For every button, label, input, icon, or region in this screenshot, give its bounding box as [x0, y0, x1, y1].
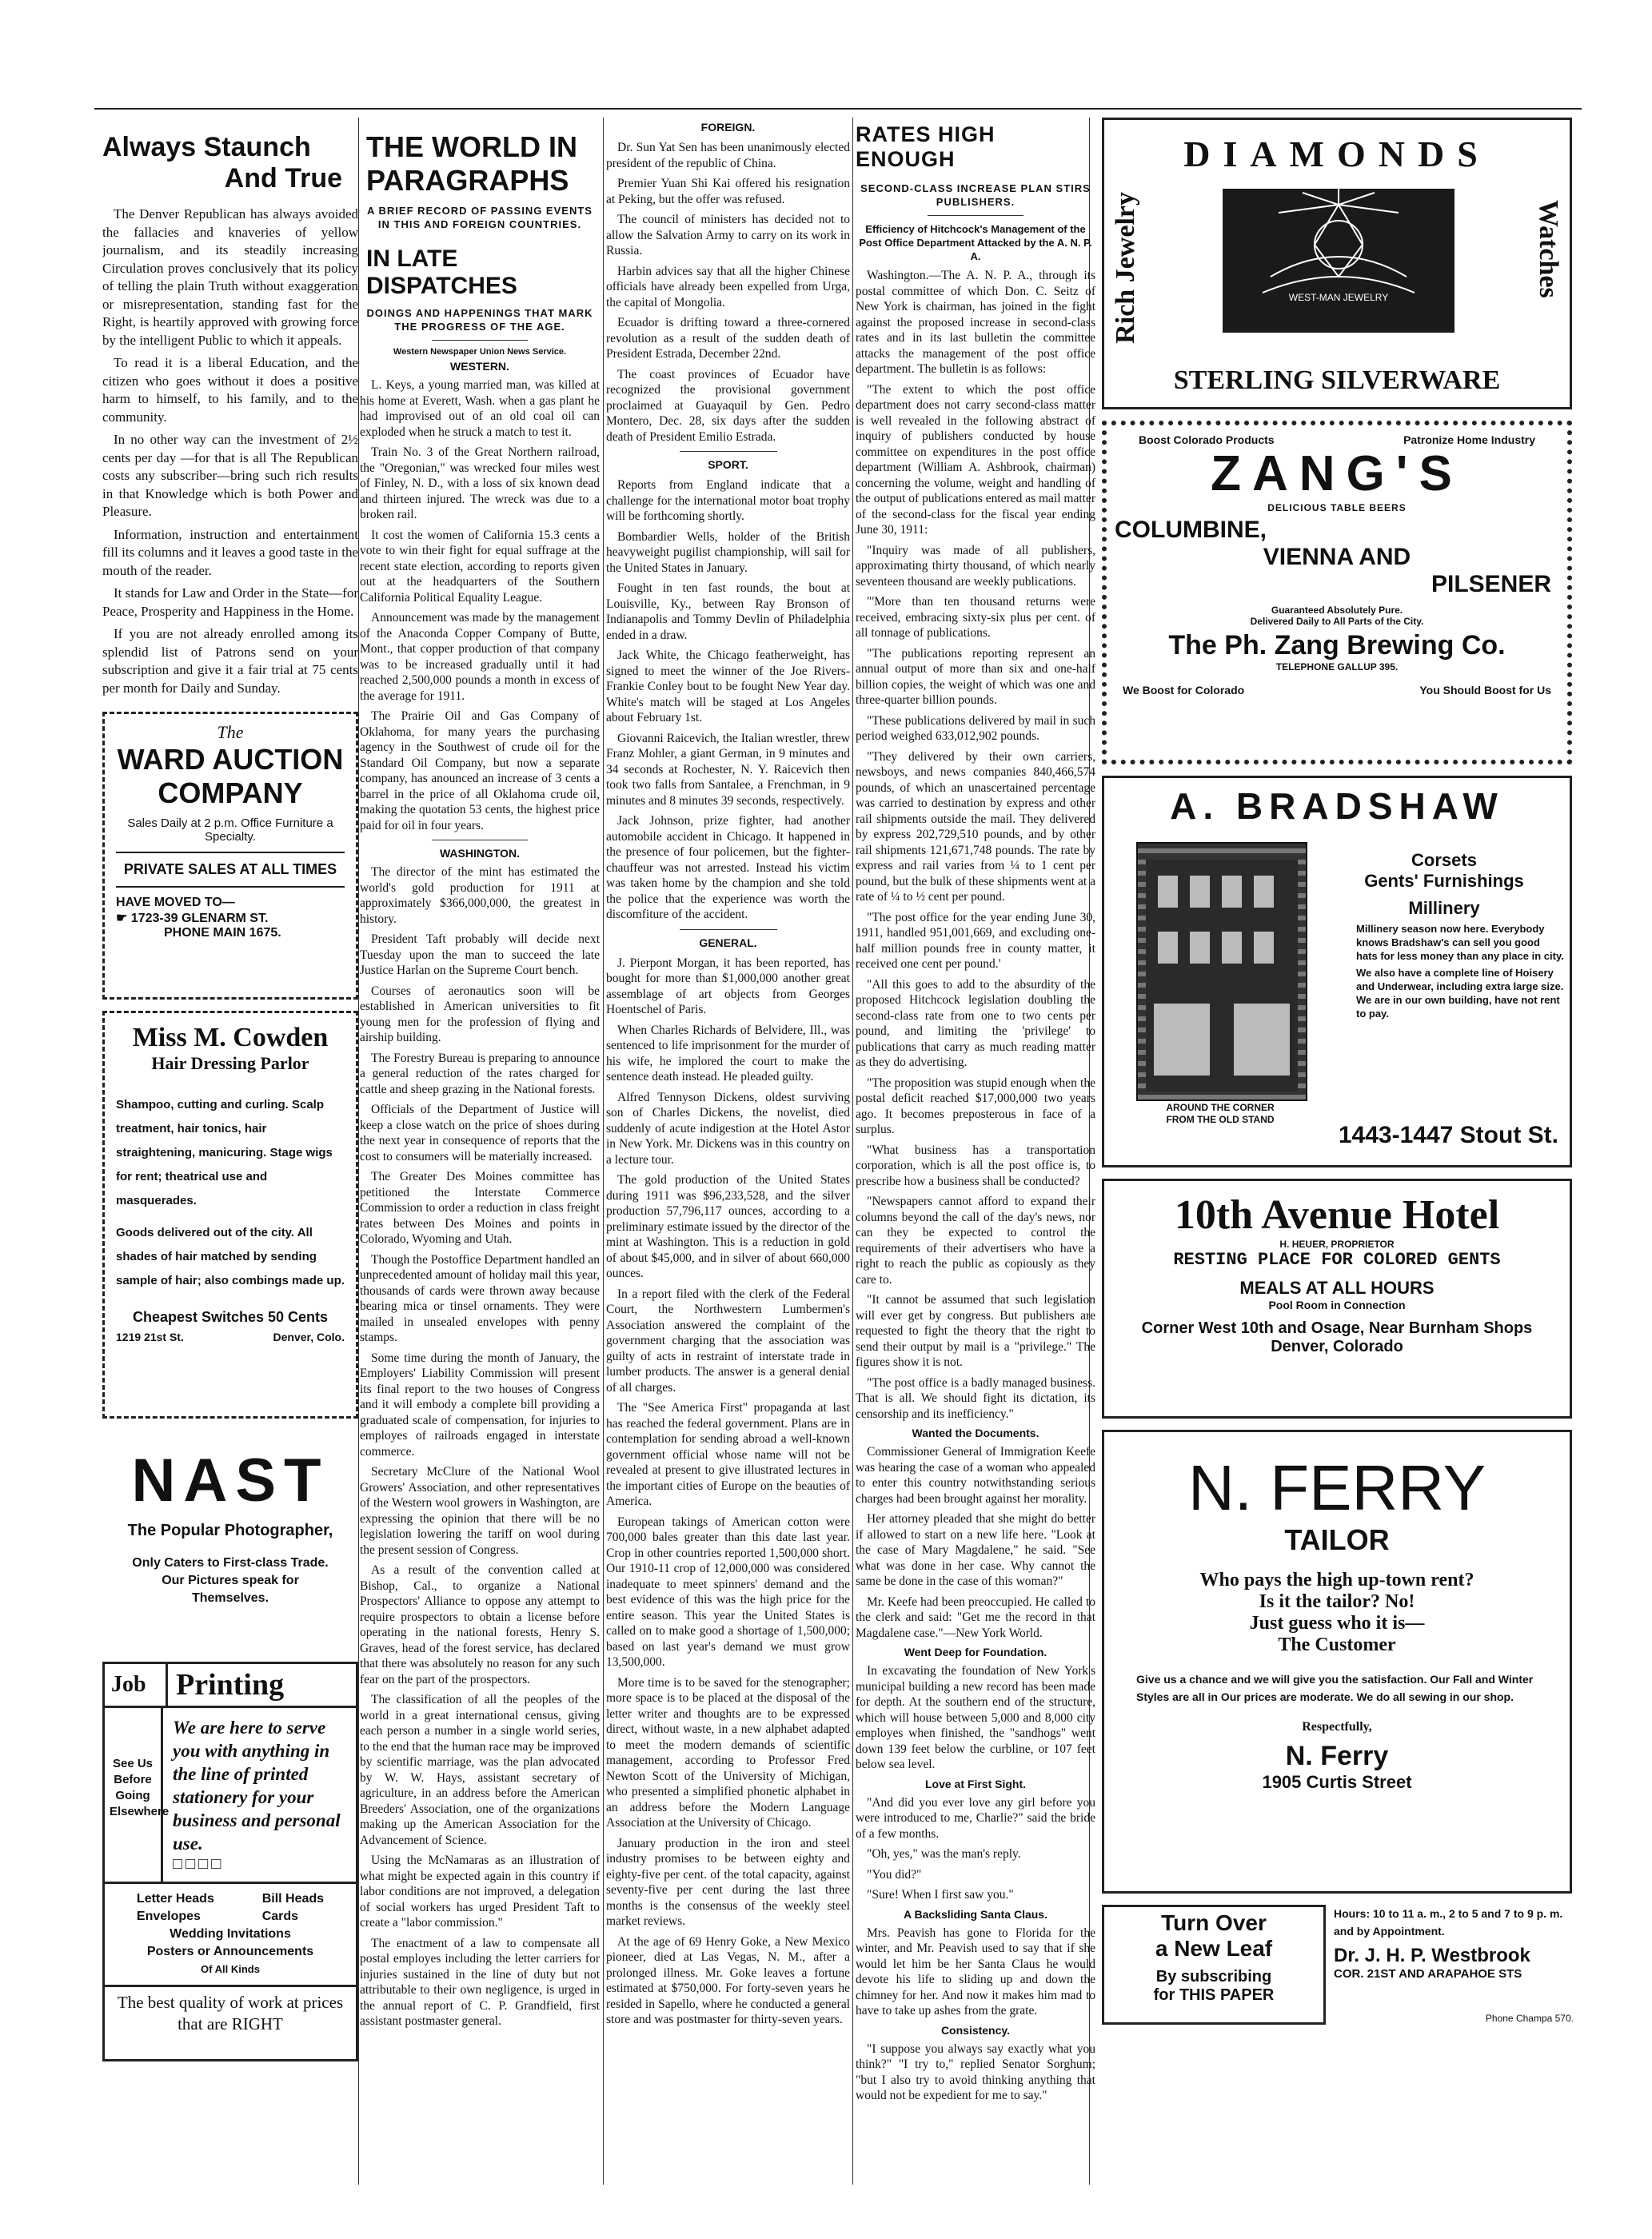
job-label: Job	[105, 1664, 168, 1706]
foreign-news-item: The council of ministers has decided not to allow the Salvation Army to carry on its work in Russia.	[606, 213, 850, 257]
general-news-item: The gold production of the United States during 1911 was $96,233,528, and the silver production 57,796,117 ounces, according to a preliminary estimate issued by the director of the mint at Washington. This is a reduction in gold of about $45,000, and in silver of about 660,000 ounces.	[606, 1173, 850, 1280]
newspaper-page	[94, 108, 1582, 2197]
diamonds-emblem-text: WEST-MAN JEWELRY	[1288, 292, 1389, 303]
cowden-name: Miss M. Cowden	[132, 1023, 329, 1052]
zang-guar-1: Guaranteed Absolutely Pure.	[1271, 605, 1403, 616]
westbrook-ad	[1334, 1905, 1574, 2024]
foreign-news-item: Premier Yuan Shi Kai offered his resignation at Peking, but the offer was refused.	[606, 177, 850, 206]
diamonds-emblem	[1223, 189, 1454, 333]
sport-news-item: Reports from England indicate that a challenge for the international motor boat trophy will be forthcoming shortly.	[606, 478, 850, 523]
hotel-city: Denver, Colorado	[1271, 1338, 1403, 1355]
western-news-item: The Prairie Oil and Gas Company of Oklahoma, for many years the purchasing agency in the Southwest of crude oil for the Standard Oil Company, but now a separate company, has anounced an increase of 3 cents a barrel in the price of all Oklahoma crude oil, making the quotation 53 cents, the highest price paid for oil in four years.	[360, 709, 600, 832]
column-4	[856, 118, 1095, 2189]
printing-all-kinds: Of All Kinds	[201, 1963, 260, 1975]
column-1	[102, 118, 358, 2189]
zang-name: ZANG'S	[1211, 446, 1463, 501]
diamonds-title: DIAMONDS	[1183, 134, 1490, 174]
zang-phone: TELEPHONE GALLUP 395.	[1275, 661, 1399, 672]
bradshaw-corsets: Corsets	[1411, 850, 1477, 870]
washington-news-item: As a result of the convention called at Bishop, Cal., to organize a National Prospectors' Alliance to oppose any attempt to require prospectors to obtain a license before operating in the national forests, Henry S. Graves, head of the forest service, has declared that there was absolutely no reason for any such fear on the part of the prospectors.	[360, 1563, 600, 1686]
consistency-paragraph: "I suppose you always say exactly what you think?" "I try to," replied Senator Sorghum; "but I also try to avoid thinking anything that would not be expedient for me to say."	[856, 2041, 1095, 2102]
rates-paragraph: "Inquiry was made of all publishers, approximating thirty thousand, of which nearly seventeen thousand are weekly publications.	[856, 543, 1095, 589]
wanted-paragraph: Commissioner General of Immigration Keefe was hearing the case of a woman who appealed to enter this country notwithstanding serious charges had been brought against her morality.	[856, 1445, 1095, 1506]
republican-paragraph: The Denver Republican has always avoided the fallacies and knaveries of yellow journalism, and its steadily increasing Circulation proves conclusively that its policy of telling the plain Truth without exaggeration or misrepresentation, standing fast for the Right, is heartily approved with growing force by the intelligent Public to which it appeals.	[102, 206, 358, 348]
rates-subtitle-2: Efficiency of Hitchcock's Management of the Post Office Department Attacked by the A. N. P. A.	[859, 223, 1092, 262]
sport-news-item: Fought in ten fast rounds, the bout at Louisville, Ky., between Ray Bronson of Indianapolis and Tommy Devlin of Philadelphia ended in a draw.	[606, 581, 850, 642]
santa-paragraph: Mrs. Peavish has gone to Florida for the winter, and Mr. Peavish used to say that if she would let him be her Santa Claus he would devote his life to sliding up and down the chimney for her. And now it makes him mad to have to take up ashes from the grate.	[856, 1926, 1095, 2017]
cowden-address-row	[116, 1331, 345, 1343]
printing-posters: Posters or Announcements	[146, 1945, 314, 1958]
late-dispatches-title: IN LATE DISPATCHES	[366, 245, 517, 299]
republican-paragraph: Information, instruction and entertainment fill its columns and it leaves a good taste in the mouth of the reader.	[102, 526, 358, 578]
turnover-ad	[1102, 1905, 1326, 2025]
general-news-item: Alfred Tennyson Dickens, oldest surviving son of Charles Dickens, the novelist, died suddenly of acute indigestion at the Hotel Astor in New York. Mr. Dickens was in this country on a lecture tour.	[606, 1090, 850, 1167]
printing-pitch-box	[161, 1708, 356, 1882]
ward-address	[116, 910, 345, 926]
sport-news-item: Giovanni Raicevich, the Italian wrestler, threw Franz Mohler, a giant German, in 9 minutes and 34 seconds at Rochester, N. Y. Raicevich then took two falls from Santalee, a Frenchman, in 9 minutes and 8 minutes 39 seconds, respectively.	[606, 731, 850, 808]
foreign-news-item: Ecuador is drifting toward a three-cornered revolution as a result of the sudden death of President Estrada, December 22nd.	[606, 316, 850, 361]
rates-paragraph: "The extent to which the post office department does not carry second-class matter is well revealed in the following abstract of inquiry of publishers conducted by house committee on expenditures in the post office department (William A. Ashbrook, chairman) concerning the volume, weight and handling of the output of publications entered as mail matter of the second-class for the fiscal year ending June 30, 1911:	[856, 382, 1095, 537]
store-building-icon	[1138, 844, 1306, 1100]
cowden-services: Shampoo, cutting and curling. Scalp treatment, hair tonics, hair straightening, manicuring. Stage wigs for rent; theatrical use and masquerades.	[116, 1098, 333, 1207]
washington-news-item: The Forestry Bureau is preparing to announce a general reduction of the rates charged for cattle and sheep grazing in the National forests.	[360, 1051, 600, 1096]
zang-bottom-left: We Boost for Colorado	[1123, 684, 1245, 696]
bradshaw-text: Millinery season now here. Everybody knows Bradshaw's can sell you good hats for less money than any place in city.	[1356, 923, 1564, 962]
bottom-ads	[1102, 1905, 1572, 2033]
ferry-address: 1905 Curtis Street	[1262, 1772, 1412, 1792]
general-news-item: The "See America First" propaganda at last has reached the federal government. Plans are in contemplation for sending abroad a well-known government official whose name will not be revealed at present to give illustrated lectures in the important cities of Europe on the beauties of America.	[606, 1401, 850, 1508]
rates-title: RATES HIGH ENOUGH	[856, 122, 996, 171]
foreign-news-item: Harbin advices say that all the higher Chinese officials have already been expelled from Urga, the capital of Mongolia.	[606, 264, 850, 309]
love-paragraph: "Oh, yes," was the man's reply.	[867, 1847, 1021, 1861]
republican-paragraph: To read it is a liberal Education, and the citizen who goes without it does a positive harm to himself, to his family, and to the community.	[102, 355, 358, 425]
hotel-corner: Corner West 10th and Osage, Near Burnham Shops	[1141, 1319, 1533, 1337]
hotel-proprietor: H. HEUER, PROPRIETOR	[1279, 1239, 1395, 1250]
republican-article	[102, 132, 358, 697]
rates-paragraph: "These publications delivered by mail in such period weighed 633,012,902 pounds.	[856, 713, 1095, 743]
zang-company: The Ph. Zang Brewing Co.	[1168, 630, 1506, 661]
foreign-news-item: The coast provinces of Ecuador have recognized the provisional government proclaimed at Guayaquil by Gen. Pedro Montero, Dec. 28, six days after the sudden death of President Emilio Estrada.	[606, 367, 850, 444]
santa-heading: A Backsliding Santa Claus.	[904, 1907, 1047, 1921]
turnover-l1: Turn Over	[1161, 1910, 1267, 1935]
bradshaw-store-image	[1136, 842, 1307, 1101]
hotel-ad	[1102, 1179, 1572, 1419]
zang-guar-2: Delivered Daily to All Parts of the City.	[1250, 616, 1424, 627]
foreign-heading: FOREIGN.	[700, 121, 756, 134]
zang-top-left: Boost Colorado Products	[1139, 433, 1275, 446]
zang-line3: PILSENER	[1431, 571, 1551, 597]
bradshaw-caption	[1128, 1102, 1312, 1126]
late-dispatches-subtitle: DOINGS AND HAPPENINGS THAT MARK THE PROGRESS OF THE AGE.	[366, 307, 593, 333]
wanted-paragraph: Mr. Keefe had been preoccupied. He called to the clerk and said: "Get me the record in that Magdalene case."—New York World.	[856, 1594, 1095, 1640]
westbrook-address: COR. 21ST AND ARAPAHOE STS	[1334, 1967, 1522, 1981]
bradshaw-gents: Gents' Furnishings	[1364, 871, 1524, 891]
diamonds-ad	[1102, 118, 1572, 409]
general-news-item: More time is to be saved for the stenographer; more space is to be placed at the disposal of the letter writer and thoughts are to be expressed direct, without waste, in a new alphabet adapted to meet the modern demands of scientific management, according to Professor Fred Newton Scott of the University of Michigan, who presented a simplified phonetic alphabet in an address before the Modern Language Association at the University of Chicago.	[606, 1675, 850, 1830]
zang-bottom-right: You Should Boost for Us	[1419, 684, 1551, 696]
world-subtitle: A BRIEF RECORD OF PASSING EVENTS IN THIS AND FOREIGN COUNTRIES.	[367, 205, 593, 230]
wanted-paragraph: Her attorney pleaded that she might do better if allowed to start on a new life here. "Look at the case of Mary Magdalene," he said. "See what was done in her case. Why cannot the same be done in the case of this woman?"	[856, 1512, 1095, 1588]
rates-paragraph: "The publications reporting represent an annual output of more than six and one-half billion copies, the weight of which was one and three-quarter billion pounds.	[856, 646, 1095, 707]
love-paragraph: "Sure! When I first saw you."	[867, 1888, 1014, 1902]
general-news-item: January production in the iron and steel industry promises to be between eighty and eighty-five per cent. of the total capacity, against seventy-five per cent during the last three months is the consensus of the weekly steel market reviews.	[606, 1836, 850, 1928]
turnover-l4: for THIS PAPER	[1153, 1986, 1275, 2004]
nast-title: The Popular Photographer,	[127, 1522, 333, 1539]
printing-item: Envelopes	[136, 1910, 201, 1923]
rates-paragraph: Washington.—The A. N. P. A., through its postal committee of which Don. C. Seitz of New York is chairman, has joined in the fight against the proposed increase in second-class rates and in its last bulletin the committee attacks the management of the post office department. The bulletin is as follows:	[856, 269, 1095, 376]
western-news-item: L. Keys, a young married man, was killed at his home at Everett, Wash. when a gas plant he had improvised out of an old coal oil can exploded when he struck a match to test it.	[360, 378, 600, 439]
washington-news-item: The classification of all the peoples of the world in a great international census, giving each person a number in a single world series, to the end that the human race may be improved by scientific marriage, was the plan advocated by W. W. Hays, assistant secretary of agriculture, in an address before the American Breeders' Association, one of the organizations making up the American Association for the Advancement of Science.	[360, 1693, 600, 1847]
cowden-city: Denver, Colo.	[273, 1331, 345, 1343]
cowden-address: 1219 21st St.	[116, 1331, 184, 1343]
ferry-q2: Is it the tailor? No!	[1259, 1591, 1415, 1612]
ward-name-2: COMPANY	[158, 776, 303, 809]
sport-news-item: Jack White, the Chicago featherweight, has signed to meet the winner of the Joe Rivers-Frankie Conley bout to be fought New Year day. White's match will be staged at Los Angeles about February 1st.	[606, 649, 850, 724]
bradshaw-ad	[1102, 776, 1572, 1167]
rates-paragraph: "The proposition was stupid enough when the postal deficit reached $17,000,000 two years ago. It becomes preposterous in face of a surplus.	[856, 1076, 1095, 1136]
foreign-news-item: Dr. Sun Yat Sen has been unanimously elected president of the republic of China.	[606, 141, 850, 170]
wanted-heading: Wanted the Documents.	[912, 1427, 1039, 1439]
hotel-meals: MEALS AT ALL HOURS	[1239, 1278, 1435, 1298]
cowden-goods: Goods delivered out of the city. All shades of hair matched by sending sample of hair; also combings made up.	[116, 1226, 345, 1287]
western-heading: WESTERN.	[450, 360, 509, 373]
rates-paragraph: "What business has a transportation corporation, which is all the post office is, to prescribe how a business shall be conducted?	[856, 1143, 1095, 1188]
westbrook-name: Dr. J. H. P. Westbrook	[1334, 1945, 1530, 1966]
zang-top-right: Patronize Home Industry	[1403, 433, 1535, 446]
general-news-item: At the age of 69 Henry Goke, a New Mexico pioneer, died at Las Vegas, N. M., after a prolonged illness. Mr. Goke leaves a fortune estimated at $750,000. For forty-seven years he resided in Sapello, where he conducted a general store and was postmaster for thirty-seven years.	[606, 1934, 850, 2026]
westbrook-hours: Hours: 10 to 11 a. m., 2 to 5 and 7 to 9 p. m. and by Appointment.	[1334, 1907, 1563, 1938]
republican-paragraph: If you are not already enrolled among its splendid list of Patrons send on your subscription and give it a fair trial at 75 cents per month for Daily and Sunday.	[102, 626, 358, 696]
bradshaw-millinery: Millinery	[1408, 898, 1480, 918]
westbrook-phone: Phone Champa 570.	[1485, 2013, 1574, 2024]
washington-news-item: President Taft probably will decide next Tuesday upon the man to succeed the late Justice Harlan on the Supreme Court bench.	[360, 932, 600, 977]
ward-auction-ad	[102, 712, 358, 1000]
always-staunch-title: Always Staunch	[102, 132, 311, 162]
rates-paragraph: "The post office for the year ending June 30, 1911, handled 951,001,669, and excluding one-half million pounds free in county matter, it received one cent per pound.'	[856, 910, 1095, 971]
bradshaw-caption-1: AROUND THE CORNER	[1166, 1102, 1275, 1113]
general-news-item: European takings of American cotton were 700,000 bales greater than this date last year. Crop in other countries reported 1,500,000 short. Our 1910-11 crop of 12,000,000 was considered inadequate to meet spinners' demand and the best evidence of this was the high price for the entire season. This year the United States is called on to make good a shortage of 1,500,000; based on last year's demand we must grow 13,500,000.	[606, 1515, 850, 1669]
ward-private: PRIVATE SALES AT ALL TIMES	[123, 861, 337, 877]
ferry-q3: Just guess who it is—	[1249, 1613, 1425, 1634]
diamond-ring-emblem-icon	[1223, 189, 1454, 333]
nast-ad	[102, 1430, 358, 1662]
consistency-heading: Consistency.	[940, 2023, 1011, 2037]
washington-news-item: The director of the mint has estimated the world's gold production for 1911 at approximately $366,000,000, the greatest in history.	[360, 865, 600, 926]
see-us: See Us Before Going Elsewhere	[110, 1757, 170, 1818]
zang-line1: COLUMBINE,	[1115, 517, 1267, 543]
rates-paragraph: "Newspapers cannot afford to expand their columns beyond the call of the day's news, nor can they be expected to control the requirements of their advertisers who have a right to reach the public as copiously as they care to.	[856, 1195, 1095, 1287]
rates-paragraph: "The post office is a badly managed business. That is all. We should fight its dictation, its censorship and its inefficiency."	[856, 1375, 1095, 1421]
turnover-l3: By subscribing	[1155, 1968, 1272, 1986]
watches: Watches	[1534, 200, 1563, 298]
general-heading: GENERAL.	[699, 936, 757, 949]
pointing-hand-icon: ☛	[116, 912, 131, 925]
ward-sales: Sales Daily at 2 p.m. Office Furniture a Specialty.	[127, 816, 333, 844]
printing-squares: □□□□	[173, 1855, 225, 1873]
washington-heading: WASHINGTON.	[439, 847, 521, 860]
washington-news-item: Officials of the Department of Justice will keep a close watch on the price of shoes during the next year in consequence of reports that the cost to consumers will be materially increased.	[360, 1103, 600, 1163]
bradshaw-right	[1324, 850, 1564, 1024]
column-5-ads	[1092, 118, 1582, 2189]
republican-paragraph: In no other way can the investment of 2½ cents per day —for that is all The Republican costs any subscriber—bring such rich results in that Knowledge which is both Power and Pleasure.	[102, 432, 358, 519]
zang-line2: VIENNA AND	[1263, 544, 1411, 570]
printing-item: Letter Heads	[136, 1892, 214, 1906]
washington-news-item: Using the McNamaras as an illustration of what might be expected again in this country if labor conditions are not improved, a delegation of social workers has urged President Taft to create a "labor commission."	[360, 1854, 600, 1930]
general-news-item: J. Pierpont Morgan, it has been reported, has bought for more than $1,000,000 another great assemblage of art objects from Georges Hoentschel of Paris.	[606, 956, 850, 1016]
hotel-resting: RESTING PLACE FOR COLORED GENTS	[1173, 1250, 1501, 1270]
western-news-item: Announcement was made by the management of the Anaconda Copper Company of Butte, Mont., that copper production of that company was to be increased gradually until it had reached 2,500,000 pounds a month in excess of the average for 1911.	[360, 611, 600, 703]
printing-footer: The best quality of work at prices that are RIGHT	[105, 1985, 356, 2040]
ferry-body: Give us a chance and we will give you the satisfaction. Our Fall and Winter Styles are all in Our prices are moderate. We do all sewing in our shop.	[1136, 1673, 1534, 1703]
ferry-sign: N. Ferry	[1285, 1741, 1389, 1771]
love-paragraph: "And did you ever love any girl before you were introduced to me, Charlie?" said the bride of a few months.	[856, 1795, 1095, 1841]
washington-news-item: Though the Postoffice Department handled an unprecedented amount of holiday mail this year, thousands of cards were thrown away because bearing mica or tinsel ornaments. They were mailed in unsealed envelopes with penny stamps.	[360, 1252, 600, 1344]
job-printing-ad	[102, 1662, 358, 2061]
zang-sub: DELICIOUS TABLE BEERS	[1267, 502, 1407, 513]
ward-name-1: WARD AUCTION	[117, 743, 344, 776]
general-news-item: In a report filed with the clerk of the Federal Court, the Northwestern Lumbermen's Association answered the complaint of the government charging that the association was guilty of acts in restraint of interstate trade in lumber products. The answer is a general denial of all charges.	[606, 1287, 850, 1395]
bradshaw-caption-2: FROM THE OLD STAND	[1166, 1114, 1275, 1125]
sport-news-item: Jack Johnson, prize fighter, had another automobile accident in Chicago. It happened in the presence of four policemen, but the fighter-chauffeur was not arrested. Instead his victim was taken home by the champion and she told the police that the experience was worth the discomfiture of the accident.	[606, 814, 850, 921]
rates-paragraph: "'More than ten thousand returns were received, embracing sixty-six plus per cent. of all tonnage of publications.	[856, 595, 1095, 640]
washington-news-item: The enactment of a law to compensate all postal employes including the letter carriers for injuries sustained in the line of duty but not attributable to their own negligence, is urged in the annual report of C. P. Grandfield, first assistant postmaster general.	[360, 1936, 600, 2028]
ferry-name: N. FERRY	[1188, 1452, 1486, 1523]
bradshaw-name: A. BRADSHAW	[1170, 785, 1504, 827]
ward-address-text: 1723-39 GLENARM ST.	[130, 912, 269, 925]
world-in-paragraphs-title: THE WORLD IN PARAGRAPHS	[366, 130, 577, 197]
column-2	[360, 118, 600, 2189]
printing-wedding: Wedding Invitations	[170, 1927, 291, 1941]
printing-item: Cards	[261, 1910, 299, 1923]
ferry-q1: Who pays the high up-town rent?	[1199, 1570, 1474, 1590]
printing-item: Bill Heads	[261, 1892, 325, 1906]
rates-subtitle: SECOND-CLASS INCREASE PLAN STIRS PUBLISHERS.	[860, 182, 1091, 208]
ferry-ad	[1102, 1430, 1572, 1894]
deep-heading: Went Deep for Foundation.	[904, 1646, 1047, 1658]
ferry-tailor: TAILOR	[1284, 1523, 1390, 1556]
nast-tagline: Only Caters to First-class Trade. Our Pictures speak for Themselves.	[132, 1556, 329, 1605]
western-news-item: It cost the women of California 15.3 cents a vote to win their fight for equal suffrage at the recent state election, according to reports given out at the headquarters of the Southern California Political Equality League.	[360, 528, 600, 605]
ward-the: The	[217, 722, 244, 742]
ward-moved: HAVE MOVED TO—	[116, 896, 235, 909]
ferry-q4: The Customer	[1278, 1634, 1396, 1655]
sport-heading: SPORT.	[708, 458, 748, 471]
bradshaw-address: 1443-1447 Stout St.	[1338, 1122, 1558, 1148]
sterling-silverware: STERLING SILVERWARE	[1173, 365, 1501, 395]
washington-news-item: Secretary McClure of the National Wool Growers' Association, and other representatives of the Western wool growers in Washington, are expressing the opinion that there will be no legislation lowering the tariff on wool during the present session of Congress.	[360, 1465, 600, 1557]
ward-phone: PHONE MAIN 1675.	[164, 926, 281, 940]
washington-news-item: Some time during the month of January, the Employers' Liability Commission will present its final report to the two houses of Congress and it will embody a complete bill providing a graduated scale of compensation, for injuries to employes of railroads engaged in interstate commerce.	[360, 1351, 600, 1459]
news-service: Western Newspaper Union News Service.	[393, 347, 567, 357]
sport-news-item: Bombardier Wells, holder of the British heavyweight pugilist championship, will sail for the United States in January.	[606, 529, 850, 575]
rates-paragraph: "It cannot be assumed that such legislation will ever get by congress. But publishers are requested to fight the theory that the right to send their output by mail is a "privilege." The figures show it is not.	[856, 1293, 1095, 1369]
printing-pitch: We are here to serve you with anything in the line of printed stationery for your business and personal use.	[173, 1718, 341, 1854]
rates-paragraph: "All this goes to add to the absurdity of the proposed Hitchcock legislation doubling the second-class rate from one to two cents per pound, and limiting the 'privilege' to publications that carry as much reading matter as they do advertising.	[856, 977, 1095, 1069]
love-paragraph: "You did?"	[867, 1867, 922, 1882]
cowden-ad	[102, 1011, 358, 1419]
rates-paragraph: "They delivered by their own carriers, newsboys, and news companies 840,466,574 pounds, of which an unascertained percentage was carried to destination by express and other rail shipments outside the mail. They delivered by express 202,729,510 pounds, and by other rail shipments 121,671,748 pounds. The rate by express and rail varies from ¼ to 1 cent per pound, but the bulk of these shipments went at a rate of ¼ to ½ cent per pound.	[856, 749, 1095, 904]
ferry-respect: Respectfully,	[1302, 1720, 1372, 1734]
bradshaw-text-2: We also have a complete line of Hoisery and Underwear, including extra large size. We are in our own building, have not rent to pay.	[1356, 967, 1564, 1020]
printing-items-left	[137, 1890, 214, 1926]
zang-ad	[1102, 421, 1572, 764]
deep-paragraph: In excavating the foundation of New York's municipal building a new record has been made for depth. At the southern end of the structure, which will house between 5,000 and 8,000 city employes when finished, the "sandhogs" went down 139 feet below the curbline, or 107 feet below sea level.	[856, 1664, 1095, 1771]
love-heading: Love at First Sight.	[924, 1777, 1026, 1790]
cowden-parlor: Hair Dressing Parlor	[151, 1053, 309, 1073]
washington-news-item: Courses of aeronautics soon will be established in American universities to fit young men for the profession of flying and airship building.	[360, 984, 600, 1044]
printing-label: Printing	[176, 1668, 285, 1702]
hotel-name: 10th Avenue Hotel	[1174, 1192, 1500, 1238]
washington-news-item: The Greater Des Moines committee has petitioned the Interstate Commerce Commission to order a reduction in class freight rates between Des Moines and points in Colorado, Wyoming and Utah.	[360, 1170, 600, 1246]
western-news-item: Train No. 3 of the Great Northern railroad, the "Oregonian," was wrecked four miles west of Finley, N. D., with a loss of six known dead and thirteen injured. The wreck was due to a broken rail.	[360, 445, 600, 521]
cowden-switches: Cheapest Switches 50 Cents	[132, 1309, 329, 1325]
republican-paragraph: It stands for Law and Order in the State—for Peace, Prosperity and Happiness in the Home.	[102, 585, 358, 619]
rich-jewelry: Rich Jewelry	[1111, 192, 1140, 344]
nast-name: NAST	[131, 1447, 329, 1515]
general-news-item: When Charles Richards of Belvidere, Ill., was sentenced to life imprisonment for the murder of his wife, he implored the court to make the sentence death instead. He pleaded guilty.	[606, 1023, 850, 1084]
and-true-title: And True	[224, 163, 342, 194]
column-3	[606, 118, 850, 2189]
turnover-l2: a New Leaf	[1155, 1936, 1273, 1961]
hotel-pool: Pool Room in Connection	[1268, 1299, 1406, 1311]
printing-items-right	[262, 1890, 324, 1926]
